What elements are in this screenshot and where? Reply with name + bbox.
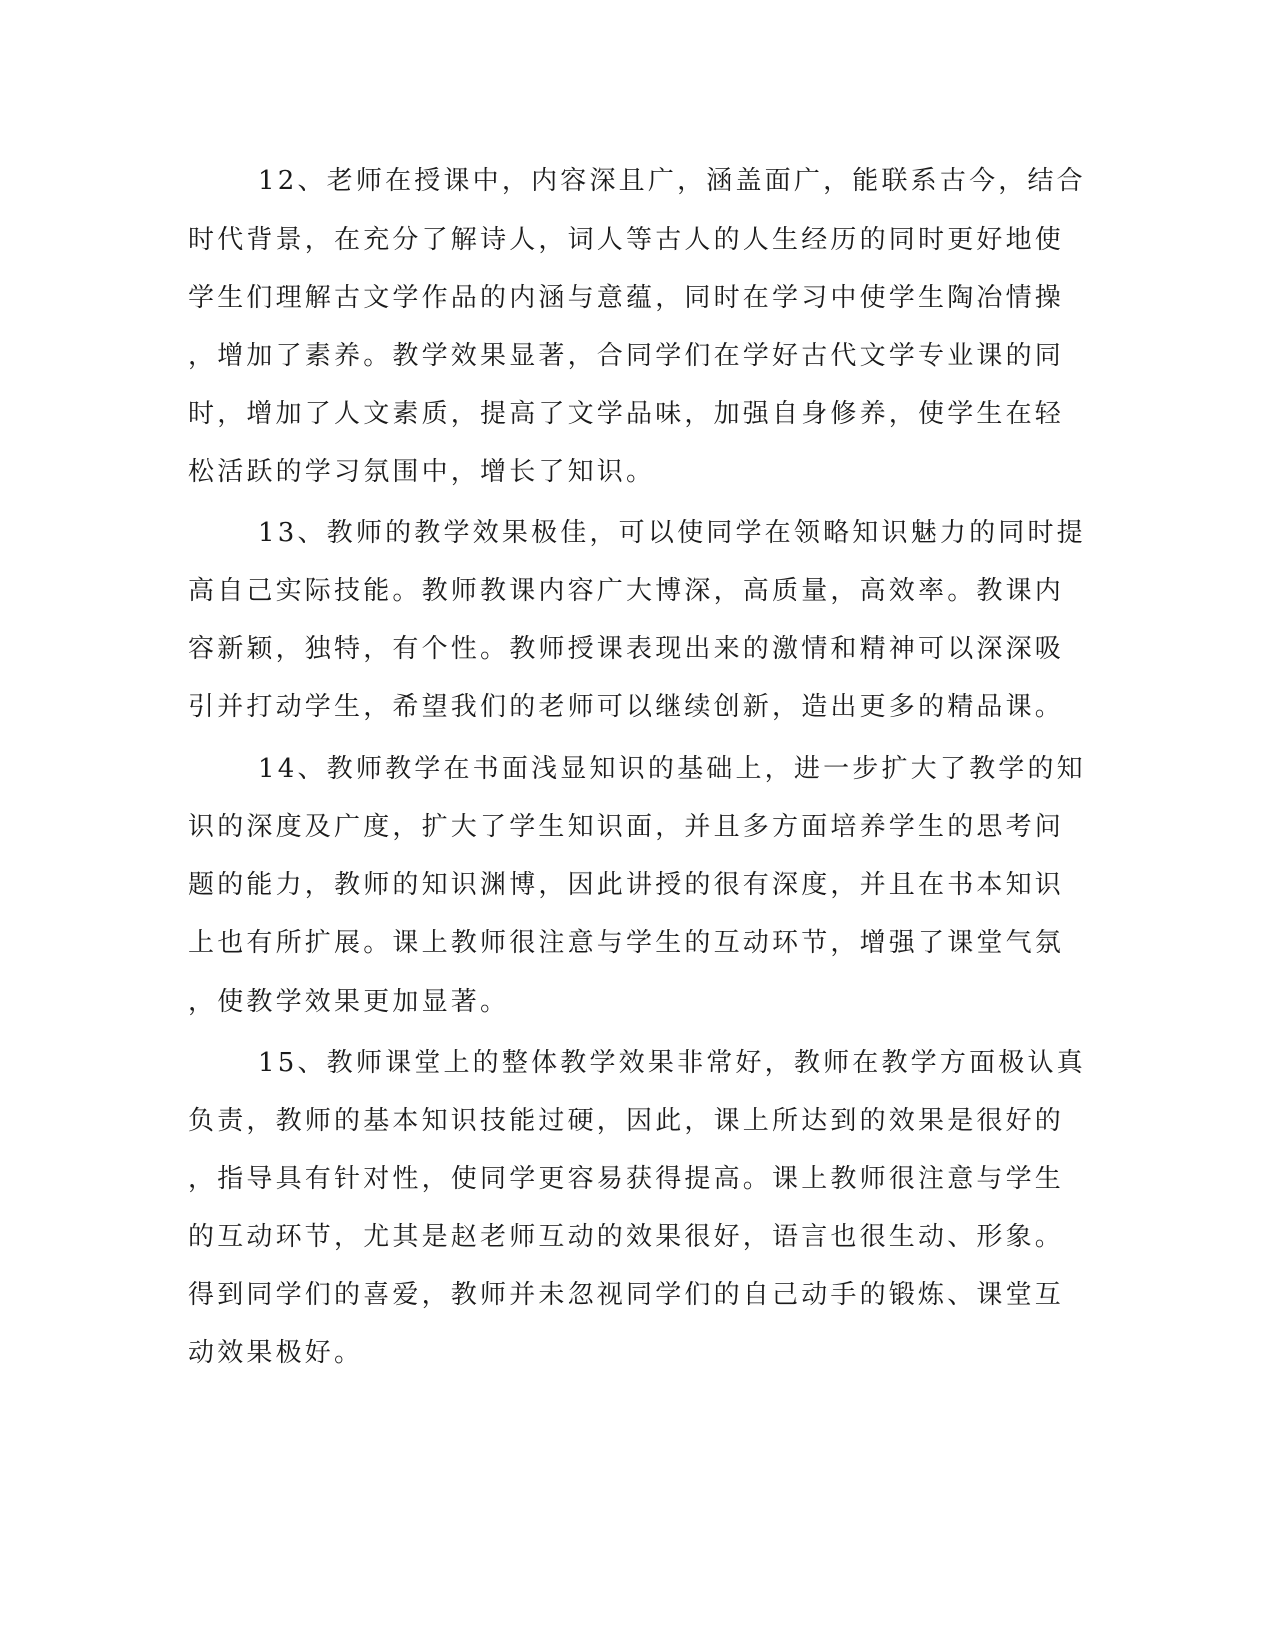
text-line: 时，增加了人文素质，提高了文学品味，加强自身修养，使学生在轻 xyxy=(188,399,1065,429)
text-line: 时代背景，在充分了解诗人，词人等古人的人生经历的同时更好地使 xyxy=(188,225,1065,255)
text-line: 引并打动学生，希望我们的老师可以继续创新，造出更多的精品课。 xyxy=(188,692,1065,722)
text-line: 动效果极好。 xyxy=(188,1338,364,1368)
text-line: 得到同学们的喜爱，教师并未忽视同学们的自己动手的锻炼、课堂互 xyxy=(188,1280,1065,1310)
text-line: 高自己实际技能。教师教课内容广大博深，高质量，高效率。教课内 xyxy=(188,576,1065,606)
text-line: 13、教师的教学效果极佳，可以使同学在领略知识魅力的同时提 xyxy=(258,518,1086,548)
text-line: 15、教师课堂上的整体教学效果非常好，教师在教学方面极认真 xyxy=(258,1048,1086,1078)
text-line: 容新颖，独特，有个性。教师授课表现出来的激情和精神可以深深吸 xyxy=(188,634,1065,664)
text-line: 12、老师在授课中，内容深且广，涵盖面广，能联系古今，结合 xyxy=(258,166,1086,196)
text-line: 识的深度及广度，扩大了学生知识面，并且多方面培养学生的思考问 xyxy=(188,812,1065,842)
text-line: 负责，教师的基本知识技能过硬，因此，课上所达到的效果是很好的 xyxy=(188,1106,1065,1136)
text-line: 上也有所扩展。课上教师很注意与学生的互动环节，增强了课堂气氛 xyxy=(188,928,1065,958)
text-line: ，指导具有针对性，使同学更容易获得提高。课上教师很注意与学生 xyxy=(188,1164,1065,1194)
text-line: 的互动环节，尤其是赵老师互动的效果很好，语言也很生动、形象。 xyxy=(188,1222,1065,1252)
text-line: 松活跃的学习氛围中，增长了知识。 xyxy=(188,457,656,487)
text-line: ，使教学效果更加显著。 xyxy=(188,987,510,1017)
text-line: ，增加了素养。教学效果显著，合同学们在学好古代文学专业课的同 xyxy=(188,341,1065,371)
text-line: 14、教师教学在书面浅显知识的基础上，进一步扩大了教学的知 xyxy=(258,754,1086,784)
text-line: 学生们理解古文学作品的内涵与意蕴，同时在学习中使学生陶冶情操 xyxy=(188,283,1065,313)
text-line: 题的能力，教师的知识渊博，因此讲授的很有深度，并且在书本知识 xyxy=(188,870,1065,900)
